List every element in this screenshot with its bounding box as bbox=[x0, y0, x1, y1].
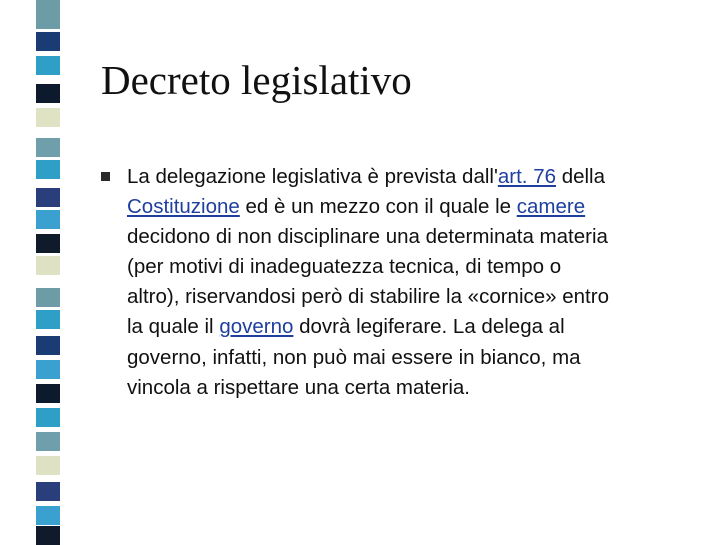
bullet-square-icon bbox=[101, 172, 110, 181]
text-span: dovrà legiferare. La delega al bbox=[293, 315, 565, 339]
text-line bbox=[127, 312, 702, 342]
text-line: vincola a rispettare una certa materia. bbox=[127, 375, 470, 399]
stripe-block bbox=[36, 506, 60, 525]
stripe-block bbox=[36, 482, 60, 501]
text-line bbox=[127, 192, 702, 222]
stripe-block bbox=[36, 408, 60, 427]
stripe-block bbox=[36, 56, 60, 75]
stripe-block bbox=[36, 210, 60, 229]
text-line bbox=[127, 162, 702, 192]
text-line: governo, infatti, non può mai essere in bianco, ma bbox=[127, 345, 581, 369]
text-line: decidono di non disciplinare una determinata materia bbox=[127, 225, 608, 249]
stripe-block bbox=[36, 84, 60, 103]
stripe-block bbox=[36, 360, 60, 379]
text-span: della bbox=[556, 165, 606, 188]
bullet-paragraph bbox=[127, 162, 702, 403]
stripe-block bbox=[36, 10, 60, 29]
text-span: La delegazione legislativa è prevista dall' bbox=[127, 165, 498, 188]
link-costituzione[interactable]: Costituzione bbox=[127, 195, 240, 219]
text-line: altro), riservandosi però di stabilire la «cornice» entro bbox=[127, 285, 609, 309]
stripe-block bbox=[36, 160, 60, 179]
text-span: la quale il bbox=[127, 315, 220, 339]
stripe-block bbox=[36, 310, 60, 329]
stripe-block bbox=[36, 432, 60, 451]
stripe-block bbox=[36, 456, 60, 475]
stripe-block bbox=[36, 108, 60, 127]
stripe-block bbox=[36, 138, 60, 157]
text-line: (per motivi di inadeguatezza tecnica, di tempo o bbox=[127, 255, 562, 279]
stripe-block bbox=[36, 234, 60, 253]
stripe-block bbox=[36, 526, 60, 545]
stripe-block bbox=[36, 256, 60, 275]
stripe-block bbox=[36, 288, 60, 307]
stripe-block bbox=[36, 32, 60, 51]
slide-title: Decreto legislativo bbox=[101, 57, 412, 103]
link-camere[interactable]: camere bbox=[516, 195, 586, 219]
stripe-block bbox=[36, 384, 60, 403]
stripe-block bbox=[36, 188, 60, 207]
link-art-76[interactable]: art. 76 bbox=[497, 165, 556, 188]
decorative-stripe bbox=[0, 0, 60, 540]
text-span: ed è un mezzo con il quale le bbox=[239, 195, 517, 219]
link-governo[interactable]: governo bbox=[219, 315, 294, 339]
stripe-block bbox=[36, 336, 60, 355]
